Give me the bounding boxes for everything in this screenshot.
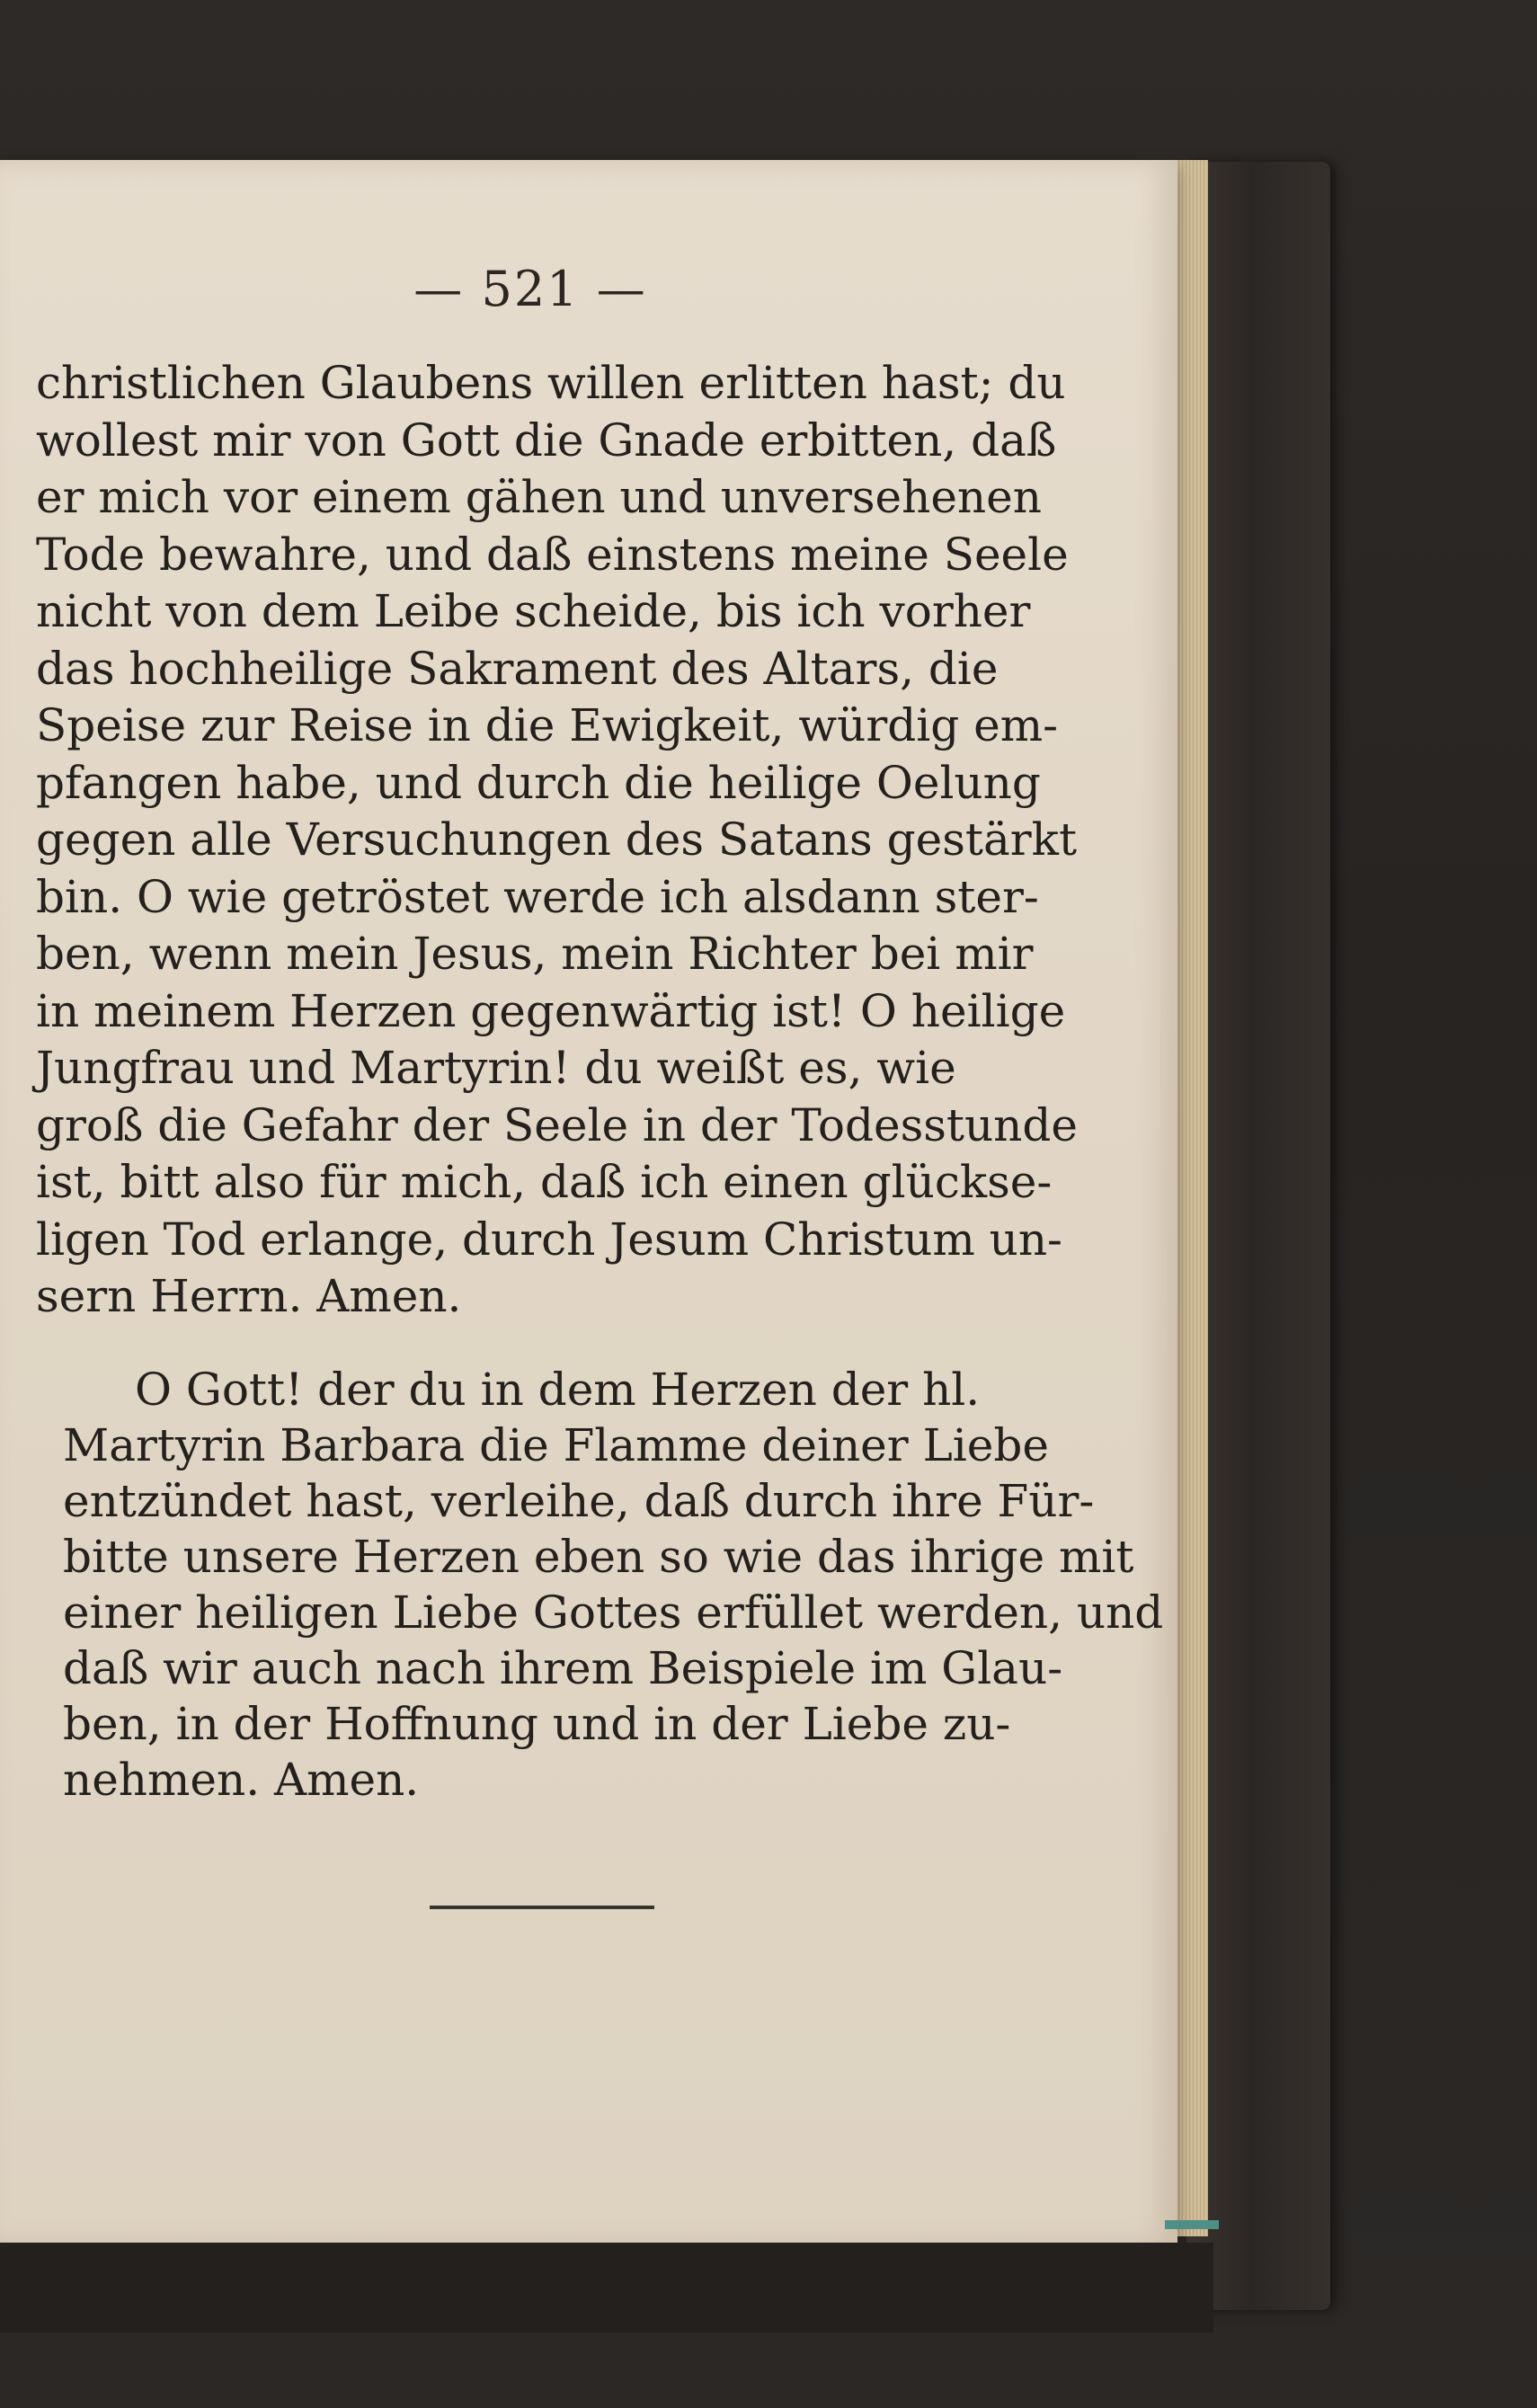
- text-line: gegen alle Versuchungen des Satans gestärkt: [36, 813, 1078, 866]
- text-line: einer heiligen Liebe Gottes erfüllet werden, und: [63, 1586, 1164, 1639]
- book-cover: [1186, 162, 1330, 2310]
- bookmark-edge: [1165, 2220, 1219, 2229]
- text-line: pfangen habe, und durch die heilige Oelung: [36, 756, 1041, 809]
- text-line: ben, wenn mein Jesus, mein Richter bei mir: [36, 928, 1034, 980]
- text-line: Jungfrau und Martyrin! du weißt es, wie: [36, 1042, 956, 1094]
- text-line: Martyrin Barbara die Flamme deiner Liebe: [63, 1419, 1049, 1471]
- text-line: ligen Tod erlange, durch Jesum Christum un-: [36, 1213, 1062, 1266]
- text-line: das hochheilige Sakrament des Altars, die: [36, 642, 999, 695]
- text-line: christlichen Glaubens willen erlitten hast; du: [36, 357, 1066, 409]
- text-line: bin. O wie getröstet werde ich alsdann ster-: [36, 870, 1039, 923]
- text-line: Tode bewahre, und daß einstens meine Seele: [36, 528, 1069, 581]
- text-line: er mich vor einem gähen und unversehenen: [36, 471, 1042, 523]
- text-line: nehmen. Amen.: [63, 1754, 420, 1806]
- paragraph-1: [36, 355, 1078, 1326]
- text-line: ist, bitt also für mich, daß ich einen glückse-: [36, 1156, 1053, 1208]
- page-number: — 521 —: [413, 261, 647, 317]
- text-line: sern Herrn. Amen.: [36, 1270, 462, 1322]
- text-line: wollest mir von Gott die Gnade erbitten, daß: [36, 413, 1057, 466]
- paragraph-2: [63, 1362, 1164, 1808]
- text-line: in meinem Herzen gegenwärtig ist! O heilige: [36, 984, 1066, 1037]
- text-line: groß die Gefahr der Seele in der Todesstunde: [36, 1098, 1078, 1151]
- section-divider: [430, 1906, 654, 1909]
- text-line: bitte unsere Herzen eben so wie das ihrige mit: [63, 1531, 1134, 1583]
- text-line: ben, in der Hoffnung und in der Liebe zu-: [63, 1698, 1011, 1750]
- text-line: Speise zur Reise in die Ewigkeit, würdig em-: [36, 699, 1059, 751]
- text-line: entzündet hast, verleihe, daß durch ihre Für-: [63, 1475, 1095, 1527]
- bottom-shadow: [0, 2243, 1213, 2332]
- text-line: daß wir auch nach ihrem Beispiele im Glau-: [63, 1642, 1063, 1694]
- text-line: O Gott! der du in dem Herzen der hl.: [135, 1364, 981, 1416]
- text-line: nicht von dem Leibe scheide, bis ich vorher: [36, 585, 1031, 637]
